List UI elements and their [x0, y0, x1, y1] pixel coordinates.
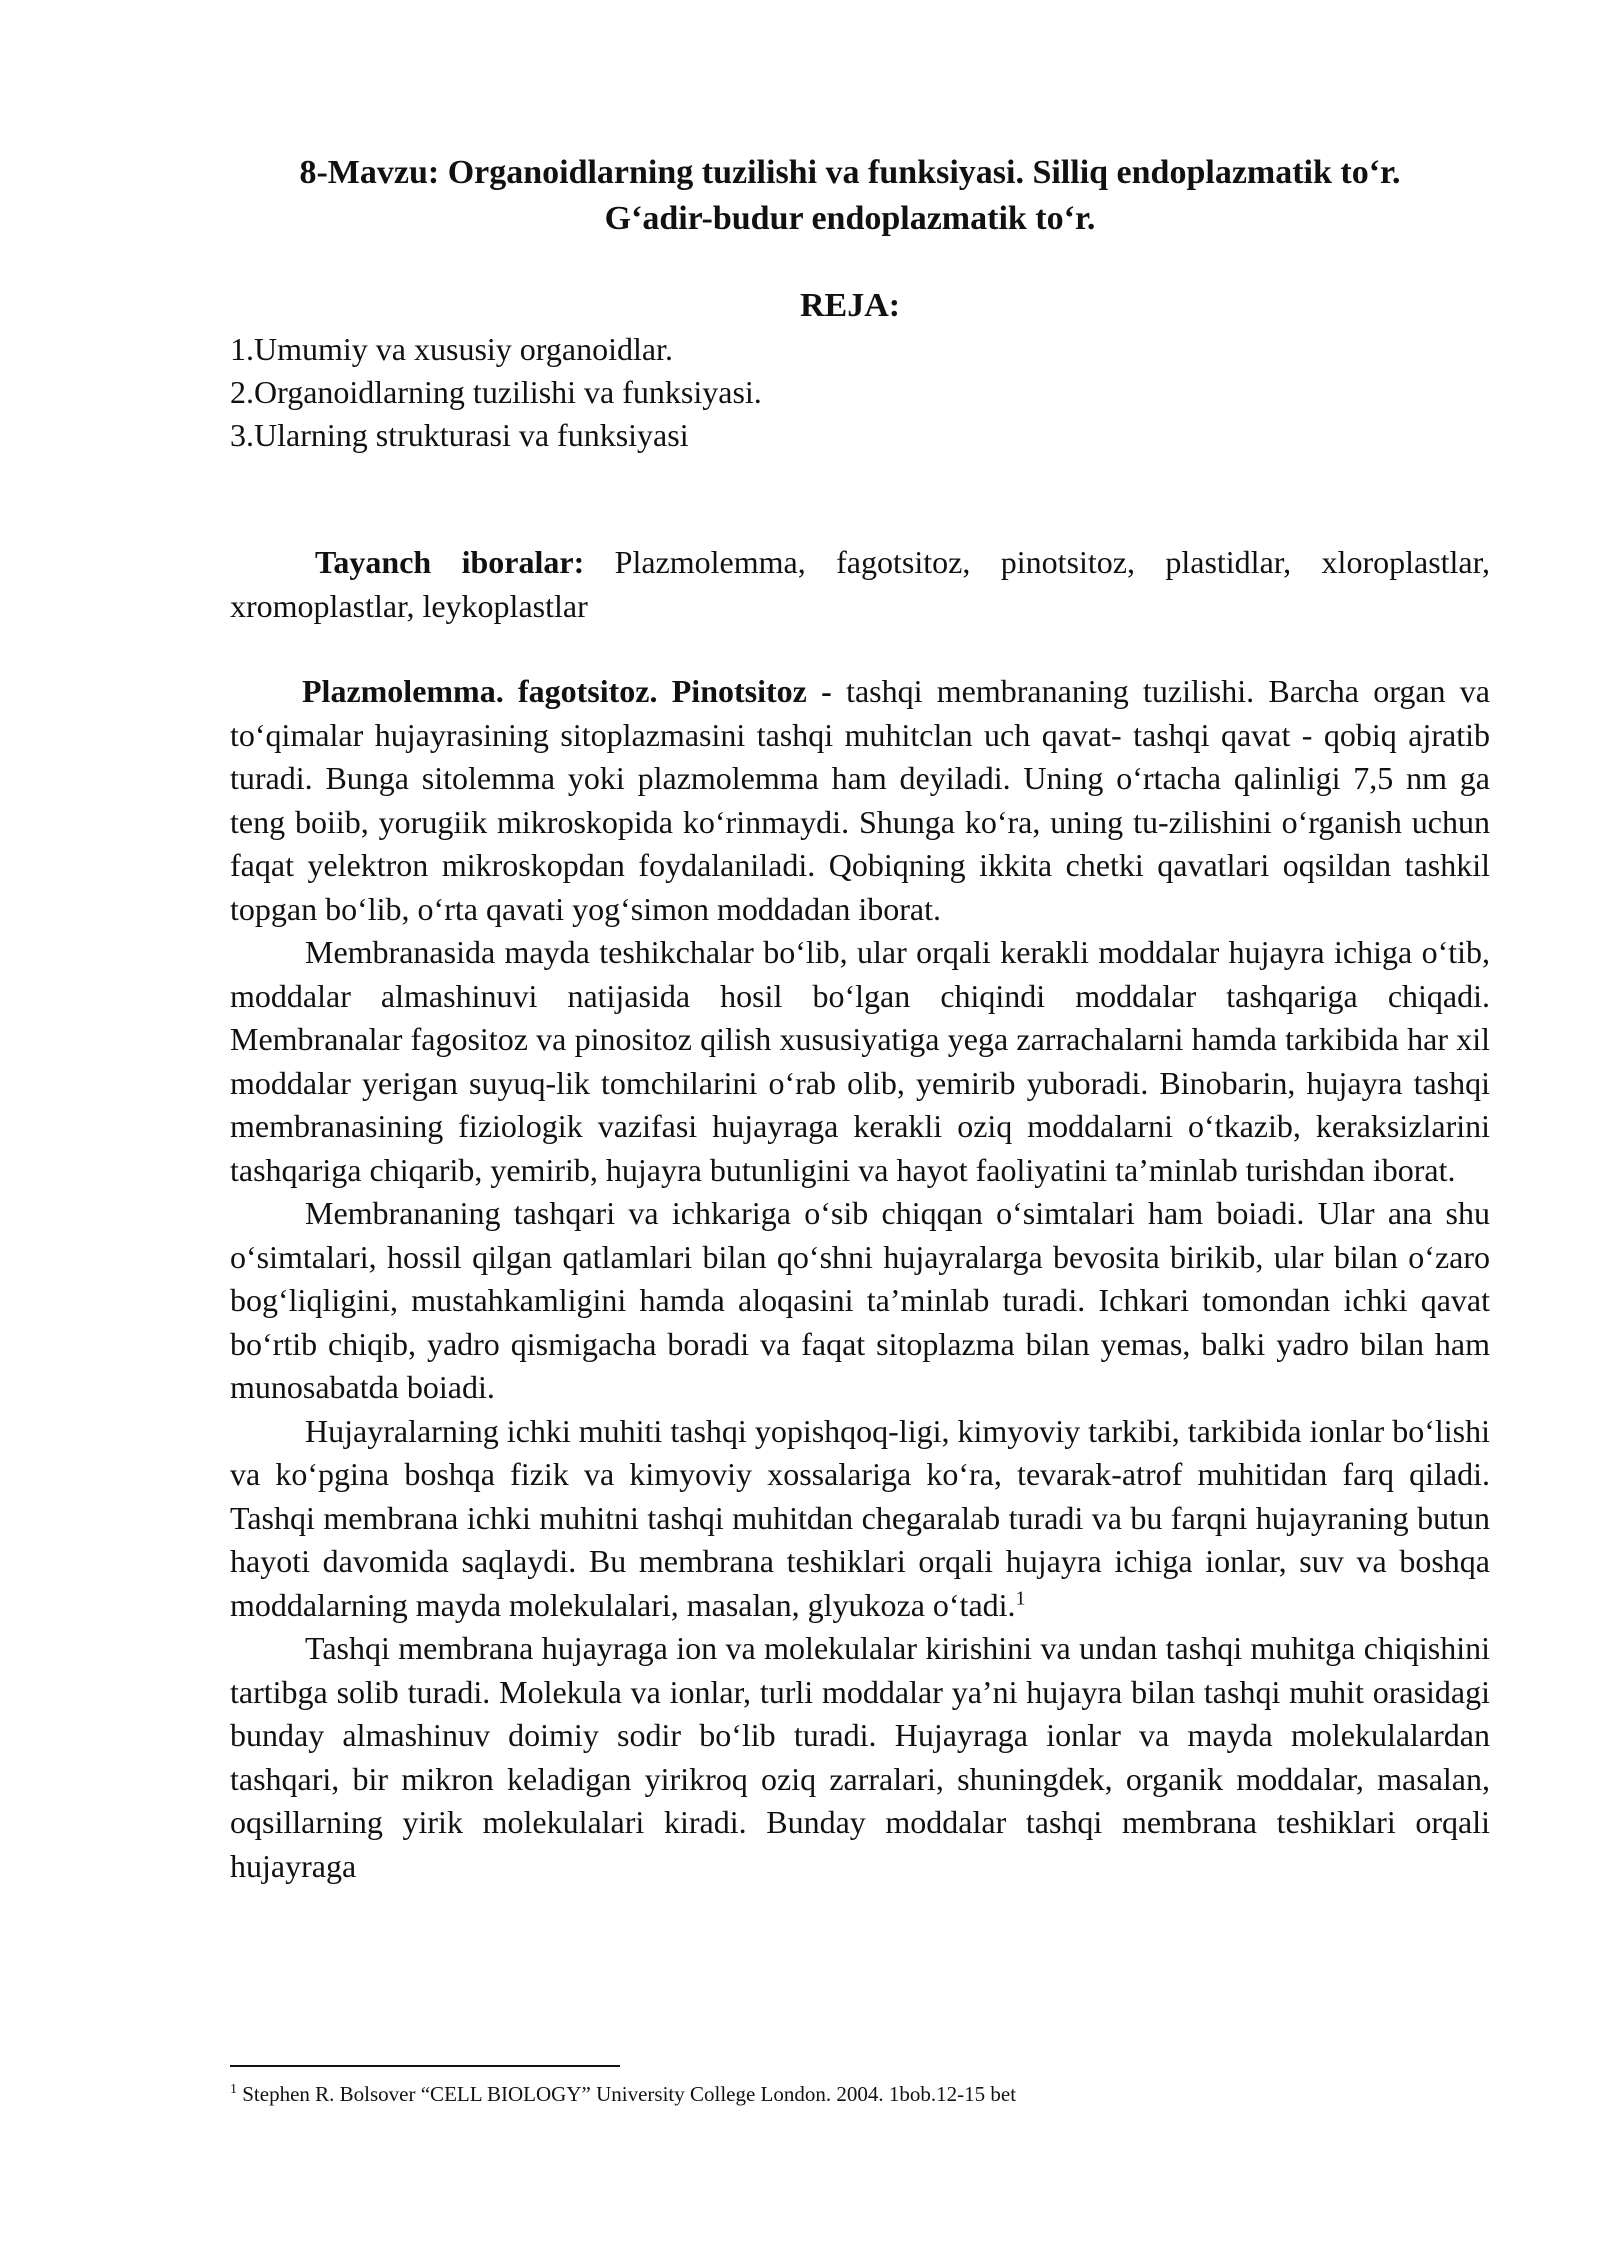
body-paragraph-5: Tashqi membrana hujayraga ion va molekulalar kirishini va undan tashqi muhitga chiqishini tartibga solib turadi. Molekula va ionlar, turli moddalar ya’ni hujayra bilan tashqi muhit orasidagi bunday almashinuv doimiy sodir bo‘lib turadi. Hujayraga ionlar va mayda molekulalardan tashqari, bir mikron keladigan yirikroq oziq zarralari, shuningdek, organik moddalar, masalan, oqsillarning yirik molekulalari kiradi. Bunday moddalar tashqi membrana teshiklari orqali hujayraga	[230, 1630, 1490, 1884]
body-paragraph-4-text: Hujayralarning ichki muhiti tashqi yopishqoq-ligi, kimyoviy tarkibi, tarkibida ionlar bo‘lishi va ko‘pgina boshqa fizik va kimyoviy xossalariga ko‘ra, tevarak-atrof muhitidan farq qiladi. Tashqi membrana ichki muhitni tashqi muhitdan chegaralab turadi va bu farqni hujayraning butun hayoti davomida saqlaydi. Bu membrana teshiklari orqali hujayra ichiga ionlar, suv va boshqa moddalarning mayda molekulalari, masalan, glyukoza o‘tadi.	[230, 1412, 1490, 1623]
footnote-text: Stephen R. Bolsover “CELL BIOLOGY” University College London. 2004. 1bob.12-15 bet	[237, 2082, 1017, 2106]
plan-item: 1.Umumiy va xususiy organoidlar.	[230, 331, 673, 367]
footnote-reference[interactable]: 1	[1015, 1586, 1026, 1609]
body-paragraph-4	[230, 1410, 1490, 1628]
footnote-divider	[230, 2065, 620, 2067]
keywords-text: Plazmolemma, fagotsitoz, pinotsitoz, plastidlar, xloroplastlar, xromoplastlar, leykoplastlar	[230, 544, 1490, 624]
page-title	[230, 150, 1470, 242]
keywords-paragraph	[230, 541, 1490, 628]
section-heading: Plazmolemma. fagotsitoz. Pinotsitoz -	[302, 673, 832, 709]
title-line-1: 8-Mavzu: Organoidlarning tuzilishi va funksiyasi. Silliq endoplazmatik to‘r.	[299, 154, 1401, 191]
plan-heading: REJA:	[800, 287, 901, 324]
plan-item: 3.Ularning strukturasi va funksiyasi	[230, 417, 689, 453]
footnote-marker: 1	[230, 2082, 237, 2097]
section-paragraph	[230, 670, 1490, 931]
body-paragraph-2: Membranasida mayda teshikchalar bo‘lib, ular orqali kerakli moddalar hujayra ichiga o‘tib, moddalar almashinuvi natijasida hosil bo‘lgan chiqindi moddalar tashqariga chiqadi. Membranalar fagositoz va pinositoz qilish xususiyatiga yega zarrachalarni hamda tarkibida har xil moddalar yerigan suyuq-lik tomchilarini o‘rab olib, yemirib yuboradi. Binobarin, hujayra tashqi membranasining fiziologik vazifasi hujayraga kerakli oziq moddalarni o‘tkazib, keraksizlarini tashqariga chiqarib, yemirib, hujayra butunligini va hayot faoliyatini ta’minlab turishdan iborat.	[230, 934, 1490, 1188]
plan-list	[230, 328, 762, 457]
section-intro: tashqi membrananing tuzilishi. Barcha organ va to‘qimalar hujayrasining sitoplazmasini tashqi muhitclan uch qavat- tashqi qavat - qobiq ajratib turadi. Bunga sitolemma yoki plazmolemma ham deyiladi. Uning o‘rtacha qalinligi 7,5 nm ga teng boiib, yorugiik mikroskopida ko‘rinmaydi. Shunga ko‘ra, uning tu-zilishini o‘rganish uchun faqat yelektron mikroskopdan foydalaniladi. Qobiqning ikkita chetki qavatlari oqsildan tashkil topgan bo‘lib, o‘rta qavati yog‘simon moddadan iborat.	[230, 673, 1491, 927]
main-text	[230, 670, 1490, 1888]
footnote	[230, 2080, 1016, 2108]
plan-item: 2.Organoidlarning tuzilishi va funksiyasi.	[230, 374, 762, 410]
keywords-label: Tayanch iboralar:	[315, 544, 585, 580]
body-paragraph-3: Membrananing tashqari va ichkariga o‘sib chiqqan o‘simtalari ham boiadi. Ular ana shu o‘simtalari, hossil qilgan qatlamlari bilan qo‘shni hujayralarga bevosita birikib, ular bilan o‘zaro bog‘liqligini, mustahkamligini hamda aloqasini ta’minlab turadi. Ichkari tomondan ichki qavat bo‘rtib chiqib, yadro qismigacha boradi va faqat sitoplazma bilan yemas, balki yadro bilan ham munosabatda boiadi.	[230, 1195, 1490, 1405]
title-line-2: G‘adir-budur endoplazmatik to‘r.	[604, 200, 1096, 237]
